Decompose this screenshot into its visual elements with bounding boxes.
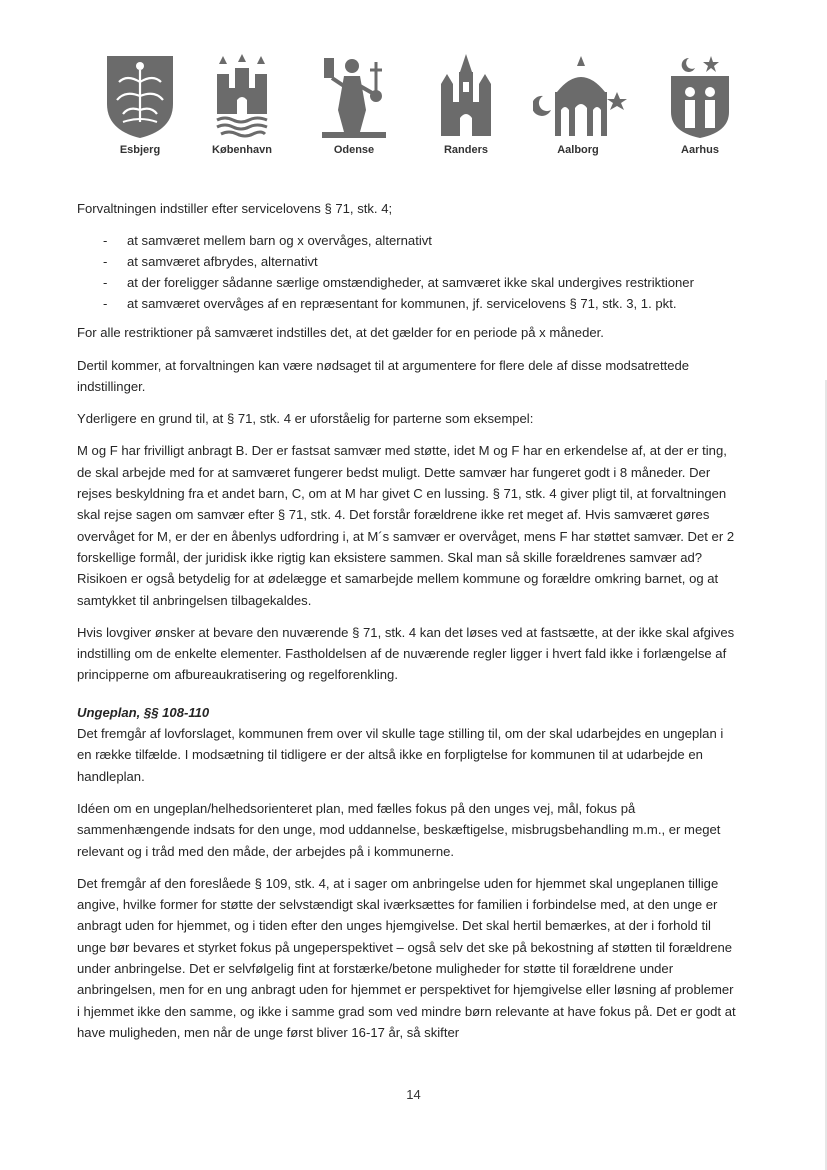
paragraph: Det fremgår af den foreslåede § 109, stk. 4, at i sager om anbringelse uden for hjemmet skal ungeplanen tillige angive, hvilke former for støtte der selvstændigt skal iværksættes for familien i forbindelse med, at den unge er anbragt uden for hjemmet, og i tiden efter den unges hjemgivelse. Det skal hertil bemærkes, at der i forhold til unge bør bevares et styrket fokus på ungeperspektivet – også selv det ske på bekostning af støtten til forældrene under anbringelse. Det er selvfølgelig fint at forstærke/betone muligheder for støtte til forældrene under anbringelsen, men for en ung anbragt uden for hjemmet er perspektivet for hjemgivelse eller løsning af problemer i hjemmet ikke den samme, og ikke i samme grad som ved mindre børn relevante at have fokus på. Det er godt at have muligheden, men når de unge først bliver 16-17 år, så skifter: [77, 875, 736, 1040]
logo-caption: Esbjerg: [119, 144, 161, 156]
paragraph: Hvis lovgiver ønsker at bevare den nuværende § 71, stk. 4 kan det løses ved at fastsætte, at der ikke skal afgives indstilling om de enkelte elementer. Fastholdelsen af de nuværende regler ligger i hvert fald ikke i forlængelse af principperne om afbureaukratisering og regelforenkling.: [77, 624, 735, 683]
paragraph: For alle restriktioner på samværet indstilles det, at det gælder for en periode på x måneder.: [77, 325, 604, 341]
paragraph: Dertil kommer, at forvaltningen kan være nødsaget til at argumentere for flere dele af disse modsatrettede indstillinger.: [77, 357, 690, 394]
kobenhavn-crest-icon: [205, 52, 279, 140]
logo-caption: Aarhus: [681, 144, 719, 156]
logo-randers: [421, 52, 511, 156]
aalborg-crest-icon: [533, 52, 629, 140]
municipality-logos: [95, 52, 745, 167]
recommendation-list: [77, 230, 740, 314]
list-item: - at samværet mellem barn og x overvåges, alternativt: [77, 230, 740, 251]
list-item: - at samværet afbrydes, alternativt: [77, 251, 740, 272]
paragraph: M og F har frivilligt anbragt B. Der er fastsat samvær med støtte, idet M og F har en erkendelse af, at der er ting, de skal arbejde med for at samværet fungerer bedst muligt. Dette samvær har fungeret godt i 8 måneder. Der rejses beskyldning fra et andet barn, C, om at M har givet C en lussing. § 71, stk. 4 giver pligt til, at forvaltningen skal rejse sagen om samvær efter § 71, stk. 4. Det forstår forældrene ikke ret meget af. Hvis samværet gøres overvåget for M, er der en åbenlys udfordring i, at M´s samvær er overvåget, mens F har støttet samvær. Det er 2 forskellige formål, der juridisk ikke rigtig kan eksistere sammen. Skal man så skille forældrenes samvær ad? Risikoen er også betydelig for at ødelægge et samarbejde mellem kommune og forældre omkring barnet, og at samtykket til anbringelsen tilbagekaldes.: [77, 443, 735, 608]
list-item: - at der foreligger sådanne særlige omstændigheder, at samværet ikke skal undergives restriktioner: [77, 272, 740, 293]
odense-crest-icon: [314, 52, 394, 140]
logo-esbjerg: [95, 52, 185, 156]
logo-caption: Randers: [443, 144, 489, 156]
randers-crest-icon: [429, 52, 503, 140]
aarhus-crest-icon: [663, 52, 737, 140]
logo-kobenhavn: [197, 52, 287, 156]
esbjerg-crest-icon: [103, 52, 177, 140]
logo-caption: Aalborg: [557, 144, 599, 156]
paragraph: Det fremgår af lovforslaget, kommunen frem over vil skulle tage stilling til, om der skal udarbejdes en ungeplan i en række tilfælde. I modsætning til tidligere er der altså ikke en forpligtelse for kommunen til at udarbejde en handleplan.: [77, 726, 724, 784]
logo-aarhus: [655, 52, 745, 156]
list-item: - at samværet overvåges af en repræsentant for kommunen, jf. servicelovens § 71, stk. 3, 1. pkt.: [77, 293, 740, 314]
page-number: 14: [406, 1087, 421, 1102]
paragraph: Idéen om en ungeplan/helhedsorienteret plan, med fælles fokus på den unges vej, mål, fokus på sammenhængende indsats for den unge, mod uddannelse, beskæftigelse, misbrugsbehandling m.m., er meget relevant og i tråd med den måde, der arbejdes på i kommunerne.: [77, 800, 721, 859]
logo-caption: Odense: [333, 144, 375, 156]
paragraph: Yderligere en grund til, at § 71, stk. 4 er uforståelig for parterne som eksempel:: [77, 411, 534, 427]
section-heading: Ungeplan, §§ 108-110: [77, 704, 210, 720]
logo-aalborg: [533, 52, 623, 156]
document-body: [77, 198, 740, 1054]
intro-paragraph: Forvaltningen indstiller efter servicelovens § 71, stk. 4;: [77, 201, 393, 216]
logo-caption: København: [212, 144, 272, 156]
logo-odense: [309, 52, 399, 156]
